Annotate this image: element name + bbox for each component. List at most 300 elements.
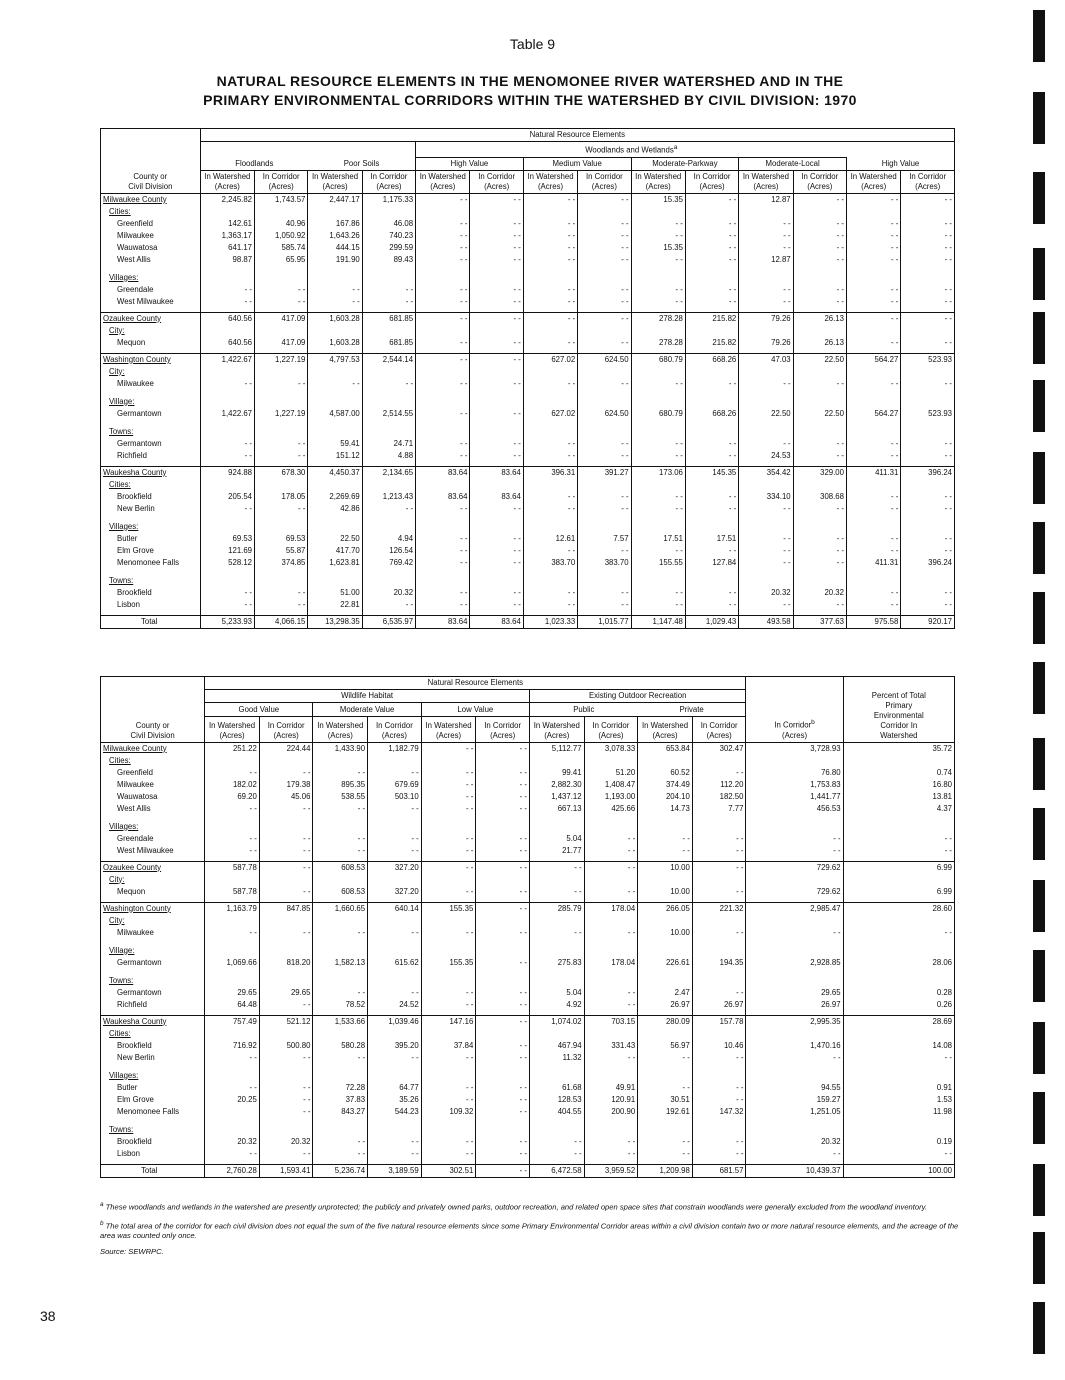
table-cell: 159.27 <box>746 1094 843 1106</box>
table-cell: 3,189.59 <box>368 1164 422 1177</box>
table-cell: 55.87 <box>255 545 308 557</box>
table-cell: - - <box>416 533 470 545</box>
table-cell: - - <box>901 254 955 266</box>
table-cell: 94.55 <box>746 1082 843 1094</box>
table-cell: 29.65 <box>205 987 260 999</box>
table-cell: 425.66 <box>584 803 638 815</box>
table-cell <box>692 1028 746 1040</box>
table-cell <box>529 915 584 927</box>
table-cell: 11.32 <box>529 1052 584 1064</box>
table-cell <box>421 1070 476 1082</box>
group-poor-soils: Poor Soils <box>308 157 416 170</box>
table-cell: 391.27 <box>578 466 631 479</box>
table-cell <box>362 272 415 284</box>
table-title-line-2: PRIMARY ENVIRONMENTAL CORRIDORS WITHIN THE WATERSHED BY CIVIL DIVISION: 1970 <box>203 92 857 108</box>
table-cell: 178.05 <box>255 491 308 503</box>
table-row <box>101 230 955 242</box>
table-cell: 395.20 <box>368 1040 422 1052</box>
table-cell <box>362 325 415 337</box>
table-cell <box>846 426 900 438</box>
table-cell <box>313 755 368 767</box>
table-cell: 5,112.77 <box>529 742 584 755</box>
table-cell <box>685 272 738 284</box>
table-cell: - - <box>523 218 577 230</box>
table-cell: 523.93 <box>901 408 955 420</box>
table-cell <box>313 915 368 927</box>
table-cell: - - <box>470 438 523 450</box>
table-cell <box>846 206 900 218</box>
row-label: Milwaukee <box>101 378 201 390</box>
table-cell: 72.28 <box>313 1082 368 1094</box>
table-cell <box>685 206 738 218</box>
table-cell <box>470 396 523 408</box>
table-cell: - - <box>416 353 470 366</box>
header-woodlands-wetlands: Woodlands and Wetlands$^a$ <box>416 142 847 158</box>
table-cell: - - <box>205 803 260 815</box>
table-cell <box>308 426 362 438</box>
table-cell <box>308 479 362 491</box>
table-cell: - - <box>476 1015 530 1028</box>
table-cell: - - <box>578 438 631 450</box>
row-label: Mequon <box>101 337 201 349</box>
table-cell: - - <box>476 1148 530 1160</box>
table-cell: - - <box>255 378 308 390</box>
table-cell: - - <box>313 987 368 999</box>
table-cell: 26.97 <box>746 999 843 1011</box>
table-cell <box>362 479 415 491</box>
table-cell: - - <box>368 767 422 779</box>
table-cell <box>200 521 254 533</box>
table-cell: - - <box>200 599 254 611</box>
table-cell: 215.82 <box>685 337 738 349</box>
group-floodlands: Floodlands <box>200 157 308 170</box>
table-cell: - - <box>470 408 523 420</box>
table-cell: 26.97 <box>692 999 746 1011</box>
table-cell: 3,959.52 <box>584 1164 638 1177</box>
total-row <box>101 615 955 628</box>
table-cell: - - <box>846 438 900 450</box>
table-cell: - - <box>793 557 846 569</box>
table-cell <box>205 915 260 927</box>
group-good-value: Good Value <box>205 703 313 716</box>
table-cell <box>421 975 476 987</box>
table-cell <box>692 945 746 957</box>
table-cell <box>421 1028 476 1040</box>
table-cell: - - <box>631 450 685 462</box>
col-header: In Corridor (Acres) <box>692 716 746 741</box>
table-cell: 1,422.67 <box>200 408 254 420</box>
table-cell: 4.94 <box>362 533 415 545</box>
table-cell: - - <box>793 230 846 242</box>
table-row <box>101 902 955 915</box>
table-cell <box>368 1124 422 1136</box>
table-cell: - - <box>416 599 470 611</box>
table-cell: 2,447.17 <box>308 193 362 206</box>
table-cell: 17.51 <box>631 533 685 545</box>
table-cell <box>255 366 308 378</box>
table-cell: 13,298.35 <box>308 615 362 628</box>
table-cell: - - <box>368 927 422 939</box>
table-cell <box>368 821 422 833</box>
table-cell: 587.78 <box>205 861 260 874</box>
table-cell: 716.92 <box>205 1040 260 1052</box>
header-natural-resource-elements: Natural Resource Elements <box>200 129 954 142</box>
table-cell: 681.85 <box>362 312 415 325</box>
table-cell: 215.82 <box>685 312 738 325</box>
table-cell <box>631 272 685 284</box>
group-heading-row <box>101 479 955 491</box>
table-cell <box>739 206 793 218</box>
table-cell <box>421 945 476 957</box>
group-heading-row <box>101 915 955 927</box>
table-cell <box>631 366 685 378</box>
table-cell: - - <box>421 742 476 755</box>
table-cell <box>631 575 685 587</box>
table-cell <box>255 575 308 587</box>
table-cell: - - <box>416 408 470 420</box>
table-cell: 278.28 <box>631 337 685 349</box>
table-cell: - - <box>739 503 793 515</box>
table-cell <box>362 575 415 587</box>
table-cell: 2,760.28 <box>205 1164 260 1177</box>
table-cell <box>529 874 584 886</box>
table-cell: - - <box>416 284 470 296</box>
table-cell: 4.37 <box>843 803 954 815</box>
table-row <box>101 886 955 898</box>
table-row <box>101 957 955 969</box>
table-cell: 1,433.90 <box>313 742 368 755</box>
table-cell <box>205 1070 260 1082</box>
table-cell <box>901 521 955 533</box>
table-cell: - - <box>308 378 362 390</box>
table-cell: - - <box>200 503 254 515</box>
table-cell: 89.43 <box>362 254 415 266</box>
table-cell <box>421 821 476 833</box>
table-cell: - - <box>846 312 900 325</box>
table-cell <box>529 821 584 833</box>
row-label: Towns: <box>101 1124 205 1136</box>
col-header: In Corridor (Acres) <box>901 170 955 193</box>
group-medium-value: Medium Value <box>523 157 631 170</box>
table-cell: - - <box>746 927 843 939</box>
table-cell: - - <box>584 1136 638 1148</box>
table-cell <box>843 821 954 833</box>
table-cell <box>584 915 638 927</box>
table-cell: 729.62 <box>746 886 843 898</box>
row-label: Greenfield <box>101 218 201 230</box>
table-cell: 703.15 <box>584 1015 638 1028</box>
table-cell: 0.74 <box>843 767 954 779</box>
table-cell: 6,472.58 <box>529 1164 584 1177</box>
table-cell: 20.32 <box>205 1136 260 1148</box>
row-label: West Allis <box>101 254 201 266</box>
table-cell: 680.79 <box>631 353 685 366</box>
row-label: Ozaukee County <box>101 861 205 874</box>
table-cell <box>578 396 631 408</box>
table-cell: - - <box>843 833 954 845</box>
row-label: Wauwatosa <box>101 242 201 254</box>
table-cell: - - <box>746 833 843 845</box>
table-cell <box>416 521 470 533</box>
table-cell: 1,623.81 <box>308 557 362 569</box>
table-cell <box>793 366 846 378</box>
table-cell: - - <box>901 296 955 308</box>
table-cell <box>846 575 900 587</box>
table-cell <box>793 396 846 408</box>
table-cell: - - <box>421 999 476 1011</box>
table-cell: - - <box>793 450 846 462</box>
table-cell: - - <box>901 378 955 390</box>
table-row <box>101 1106 955 1118</box>
table-cell <box>255 206 308 218</box>
table-cell: 627.02 <box>523 353 577 366</box>
table-cell: - - <box>476 861 530 874</box>
table-cell: 585.74 <box>255 242 308 254</box>
table-cell <box>259 975 313 987</box>
table-cell: 668.26 <box>685 353 738 366</box>
table-cell: - - <box>846 533 900 545</box>
table-cell: 1,023.33 <box>523 615 577 628</box>
table-cell: - - <box>470 312 523 325</box>
table-cell <box>255 426 308 438</box>
table-cell <box>308 366 362 378</box>
table-cell <box>470 575 523 587</box>
row-label: Lisbon <box>101 599 201 611</box>
table-cell: 178.04 <box>584 957 638 969</box>
table-cell: - - <box>470 284 523 296</box>
table-cell: - - <box>631 491 685 503</box>
table-cell <box>901 426 955 438</box>
table-cell: - - <box>313 1148 368 1160</box>
table-cell: 69.53 <box>200 533 254 545</box>
table-cell: 668.26 <box>685 408 738 420</box>
table-cell <box>200 479 254 491</box>
table-cell <box>631 325 685 337</box>
table-cell <box>739 479 793 491</box>
row-label: Cities: <box>101 206 201 218</box>
table-cell <box>746 821 843 833</box>
row-label: Brookfield <box>101 1040 205 1052</box>
table-cell: - - <box>638 1052 693 1064</box>
table-cell: - - <box>746 1148 843 1160</box>
table-cell <box>846 521 900 533</box>
table-cell <box>523 272 577 284</box>
table-cell <box>313 1124 368 1136</box>
table-cell <box>901 575 955 587</box>
table-cell: 69.20 <box>205 791 260 803</box>
table-cell: 4.88 <box>362 450 415 462</box>
table-cell: 0.28 <box>843 987 954 999</box>
table-cell: - - <box>476 845 530 857</box>
table-cell: - - <box>523 587 577 599</box>
table-cell: 24.52 <box>368 999 422 1011</box>
table-cell: - - <box>476 767 530 779</box>
column-header-county-2: County or Civil Division <box>101 716 205 741</box>
table-row <box>101 254 955 266</box>
table-cell: - - <box>631 378 685 390</box>
table-cell: - - <box>259 886 313 898</box>
table-cell: 608.53 <box>313 861 368 874</box>
col-header: In Corridor (Acres) <box>470 170 523 193</box>
table-cell: - - <box>746 1052 843 1064</box>
table-cell <box>313 821 368 833</box>
table-cell: - - <box>523 254 577 266</box>
table-cell <box>638 945 693 957</box>
row-label: New Berlin <box>101 1052 205 1064</box>
table-cell: 285.79 <box>529 902 584 915</box>
table-cell <box>259 1070 313 1082</box>
table-cell: 493.58 <box>739 615 793 628</box>
row-label: West Allis <box>101 803 205 815</box>
table-cell: 280.09 <box>638 1015 693 1028</box>
table-cell: - - <box>578 337 631 349</box>
table-cell <box>470 426 523 438</box>
table-cell: 5,233.93 <box>200 615 254 628</box>
table-cell: 1,660.65 <box>313 902 368 915</box>
table-cell: - - <box>578 193 631 206</box>
table-cell: - - <box>416 337 470 349</box>
table-cell: 22.50 <box>793 408 846 420</box>
table-cell: - - <box>685 587 738 599</box>
table-row <box>101 833 955 845</box>
table-cell <box>308 521 362 533</box>
group-heading-row <box>101 396 955 408</box>
table-cell: - - <box>308 284 362 296</box>
table-cell <box>416 426 470 438</box>
table-cell <box>578 325 631 337</box>
table-cell: 14.08 <box>843 1040 954 1052</box>
col-header: In Corridor (Acres) <box>685 170 738 193</box>
table-row <box>101 927 955 939</box>
table-cell: - - <box>470 599 523 611</box>
table-cell: - - <box>692 886 746 898</box>
table-cell: 678.30 <box>255 466 308 479</box>
table-row <box>101 242 955 254</box>
table-cell: - - <box>578 599 631 611</box>
table-cell: - - <box>685 545 738 557</box>
table-cell <box>259 915 313 927</box>
table-cell <box>255 325 308 337</box>
table-cell: 354.42 <box>739 466 793 479</box>
table-cell: 112.20 <box>692 779 746 791</box>
table-cell <box>476 1124 530 1136</box>
table-cell: - - <box>846 230 900 242</box>
table-cell: - - <box>793 378 846 390</box>
table-cell <box>843 975 954 987</box>
table-cell: 7.77 <box>692 803 746 815</box>
col-header: In Corridor (Acres) <box>793 170 846 193</box>
table-cell: - - <box>631 254 685 266</box>
table-cell <box>901 396 955 408</box>
table-cell: - - <box>584 927 638 939</box>
table-cell: - - <box>313 767 368 779</box>
table-cell: - - <box>846 218 900 230</box>
table-cell: - - <box>368 1052 422 1064</box>
table-cell: - - <box>259 861 313 874</box>
table-cell: - - <box>470 337 523 349</box>
table-cell: - - <box>416 193 470 206</box>
table-cell <box>746 975 843 987</box>
table-cell: 155.55 <box>631 557 685 569</box>
table-cell: 3,728.93 <box>746 742 843 755</box>
table-cell: 20.25 <box>205 1094 260 1106</box>
table-cell <box>739 521 793 533</box>
table-part-1 <box>100 128 955 629</box>
table-cell: - - <box>470 450 523 462</box>
table-cell: - - <box>793 193 846 206</box>
table-cell: - - <box>259 927 313 939</box>
table-cell: 6.99 <box>843 886 954 898</box>
table-cell: - - <box>259 845 313 857</box>
table-cell: - - <box>901 218 955 230</box>
table-cell <box>259 874 313 886</box>
table-cell: 10.00 <box>638 886 693 898</box>
table-cell: - - <box>476 742 530 755</box>
resource-elements-table-1 <box>100 128 955 629</box>
table-cell <box>843 915 954 927</box>
col-header: In Corridor (Acres) <box>259 716 313 741</box>
table-cell <box>255 479 308 491</box>
col-header: In Watershed (Acres) <box>739 170 793 193</box>
group-heading-row <box>101 1124 955 1136</box>
table-cell: - - <box>901 193 955 206</box>
table-cell: - - <box>523 378 577 390</box>
table-cell: - - <box>843 1148 954 1160</box>
row-label: City: <box>101 366 201 378</box>
table-cell: 35.72 <box>843 742 954 755</box>
table-cell: - - <box>523 284 577 296</box>
table-cell: 1,603.28 <box>308 312 362 325</box>
table-cell <box>638 874 693 886</box>
table-cell <box>259 1124 313 1136</box>
table-cell: 1,050.92 <box>255 230 308 242</box>
table-cell: - - <box>362 503 415 515</box>
table-cell <box>901 366 955 378</box>
table-row <box>101 742 955 755</box>
table-cell: 740.23 <box>362 230 415 242</box>
table-cell: - - <box>259 1106 313 1118</box>
table-cell: 1,074.02 <box>529 1015 584 1028</box>
table-cell: 28.69 <box>843 1015 954 1028</box>
table-cell: 22.50 <box>739 408 793 420</box>
row-label: Elm Grove <box>101 545 201 557</box>
table-cell <box>368 975 422 987</box>
row-label: Elm Grove <box>101 1094 205 1106</box>
table-cell: 179.38 <box>259 779 313 791</box>
footnote-b: $^b$ The total area of the corridor for each civil division does not equal the sum of the five natural resource elements since some Primary Environmental Corridor areas within a civil division contain two or more natural resource elements, and the acreage of the area was counted only once. <box>100 1219 959 1241</box>
table-cell: - - <box>578 503 631 515</box>
table-cell: - - <box>259 767 313 779</box>
group-low-value: Low Value <box>421 703 529 716</box>
table-cell: - - <box>313 845 368 857</box>
table-cell: 0.19 <box>843 1136 954 1148</box>
table-cell: 51.20 <box>584 767 638 779</box>
table-cell <box>692 975 746 987</box>
table-cell <box>584 1124 638 1136</box>
table-cell <box>529 1028 584 1040</box>
table-cell: 5.04 <box>529 987 584 999</box>
table-cell: - - <box>470 533 523 545</box>
table-cell: 16.80 <box>843 779 954 791</box>
table-cell <box>368 915 422 927</box>
table-cell <box>578 426 631 438</box>
row-label: Greenfield <box>101 767 205 779</box>
table-cell: - - <box>685 599 738 611</box>
table-cell: 157.78 <box>692 1015 746 1028</box>
table-cell <box>843 1124 954 1136</box>
table-cell: 100.00 <box>843 1164 954 1177</box>
table-cell: - - <box>476 791 530 803</box>
